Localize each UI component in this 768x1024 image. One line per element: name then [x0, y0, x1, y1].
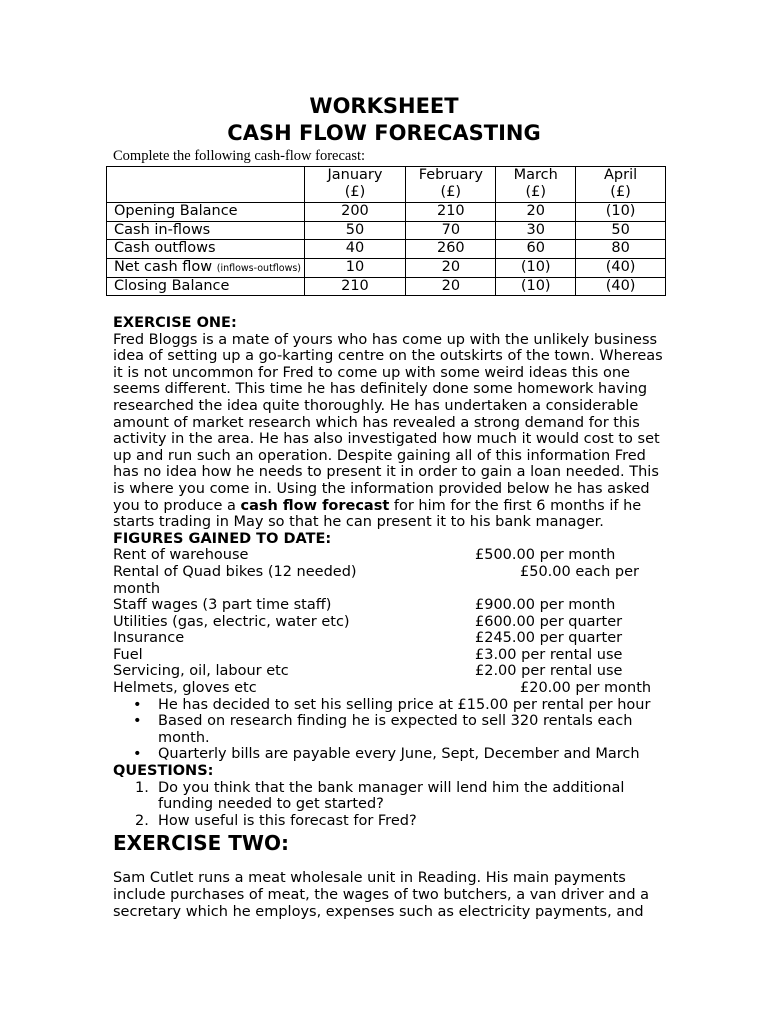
table-header-row — [107, 167, 666, 203]
bullet-list — [113, 697, 663, 763]
figure-row: Helmets, gloves etc £20.00 per month — [113, 680, 652, 697]
row-label: Cash in-flows — [107, 221, 305, 240]
figures-heading: FIGURES GAINED TO DATE: — [113, 530, 332, 547]
table-header-blank — [107, 167, 305, 203]
table-row — [107, 203, 666, 222]
list-item: 2. How useful is this forecast for Fred? — [135, 812, 417, 829]
row-label: Closing Balance — [107, 277, 305, 296]
table-cell: 260 — [406, 240, 496, 259]
title-block — [0, 93, 768, 147]
exercise-one-paragraph: Fred Bloggs is a mate of yours who has come up with the unlikely business idea of setting up a go-karting centre on the outskirts of the town. Whereas it is not uncommon for Fred to come up with some weird ideas this one seems different. This time he has definitely done some homework having researched the idea quite thoroughly. He has undertaken a considerable amount of market research which has revealed a strong demand for this activity in the area. He has also investigated how much it would cost to set up and run such an operation. Despite gaining all of this information Fred has no idea how he needs to present it in order to gain a loan needed. This is where you come in. Using the information provided below he has asked you to produce a cash flow forecast for him for the first 6 months if he starts trading in May so that he can present it to his bank manager. — [113, 331, 663, 531]
figure-row: Utilities (gas, electric, water etc) £600.00 per quarter — [113, 613, 623, 630]
table-cell: 200 — [304, 203, 406, 222]
table-cell: 50 — [304, 221, 406, 240]
table-cell: 60 — [496, 240, 576, 259]
title-cash-flow: CASH FLOW FORECASTING — [227, 121, 541, 145]
bullet-icon: • — [133, 713, 142, 730]
intro-text: Complete the following cash-flow forecast: — [113, 148, 366, 164]
exercise-two-heading: EXERCISE TWO: — [113, 831, 289, 856]
table-row — [107, 240, 666, 259]
row-note: (inflows-outflows) — [216, 262, 302, 274]
table-row — [107, 258, 666, 277]
table-header-january: January (£) — [304, 167, 406, 203]
bullet-icon: • — [133, 696, 142, 713]
table-header-february: February (£) — [406, 167, 496, 203]
table-row — [107, 221, 666, 240]
table-cell: 210 — [406, 203, 496, 222]
figure-row: Insurance £245.00 per quarter — [113, 630, 623, 647]
cash-flow-table — [106, 166, 666, 296]
table-cell: 70 — [406, 221, 496, 240]
figure-row: Staff wages (3 part time staff) £900.00 per month — [113, 597, 616, 614]
table-cell: (10) — [576, 203, 666, 222]
exercise-one-heading: EXERCISE ONE: — [113, 315, 237, 331]
list-item: • He has decided to set his selling price at £15.00 per rental per hour — [133, 696, 651, 713]
row-label: Opening Balance — [107, 203, 305, 222]
questions-heading: QUESTIONS: — [113, 763, 214, 780]
figure-row: Rent of warehouse £500.00 per month — [113, 547, 616, 564]
questions-list — [113, 780, 663, 830]
table-header-march: March (£) — [496, 167, 576, 203]
row-label: Cash outflows — [107, 240, 305, 259]
figure-row: Rental of Quad bikes (12 needed) £50.00 each per month — [113, 563, 640, 597]
table-cell: 80 — [576, 240, 666, 259]
list-item: • Quarterly bills are payable every June, Sept, December and March — [133, 746, 640, 763]
table-cell: 30 — [496, 221, 576, 240]
table-cell: (40) — [576, 277, 666, 296]
table-cell: 210 — [304, 277, 406, 296]
table-cell: (10) — [496, 258, 576, 277]
title-worksheet: WORKSHEET — [309, 94, 459, 118]
table-cell: (40) — [576, 258, 666, 277]
table-cell: 40 — [304, 240, 406, 259]
list-item: • Based on research finding he is expected to sell 320 rentals each month. — [133, 713, 633, 746]
table-header-april: April (£) — [576, 167, 666, 203]
table-cell: 50 — [576, 221, 666, 240]
table-cell: 20 — [406, 258, 496, 277]
table-cell: (10) — [496, 277, 576, 296]
list-item: 1. Do you think that the bank manager will lend him the additional funding needed to get started? — [135, 779, 625, 813]
table-cell: 10 — [304, 258, 406, 277]
table-row — [107, 277, 666, 296]
table-cell: 20 — [406, 277, 496, 296]
row-label: Net cash flow (inflows-outflows) — [107, 258, 305, 277]
bullet-icon: • — [133, 746, 142, 763]
figure-row: Servicing, oil, labour etc £2.00 per rental use — [113, 663, 623, 680]
exercise-two-paragraph: Sam Cutlet runs a meat wholesale unit in Reading. His main payments include purchases of meat, the wages of two butchers, a van driver and a secretary which he employs, expenses such as electricity payments, and — [113, 870, 650, 920]
figure-row: Fuel £3.00 per rental use — [113, 646, 623, 663]
table-cell: 20 — [496, 203, 576, 222]
exercise-one-section — [113, 315, 663, 920]
